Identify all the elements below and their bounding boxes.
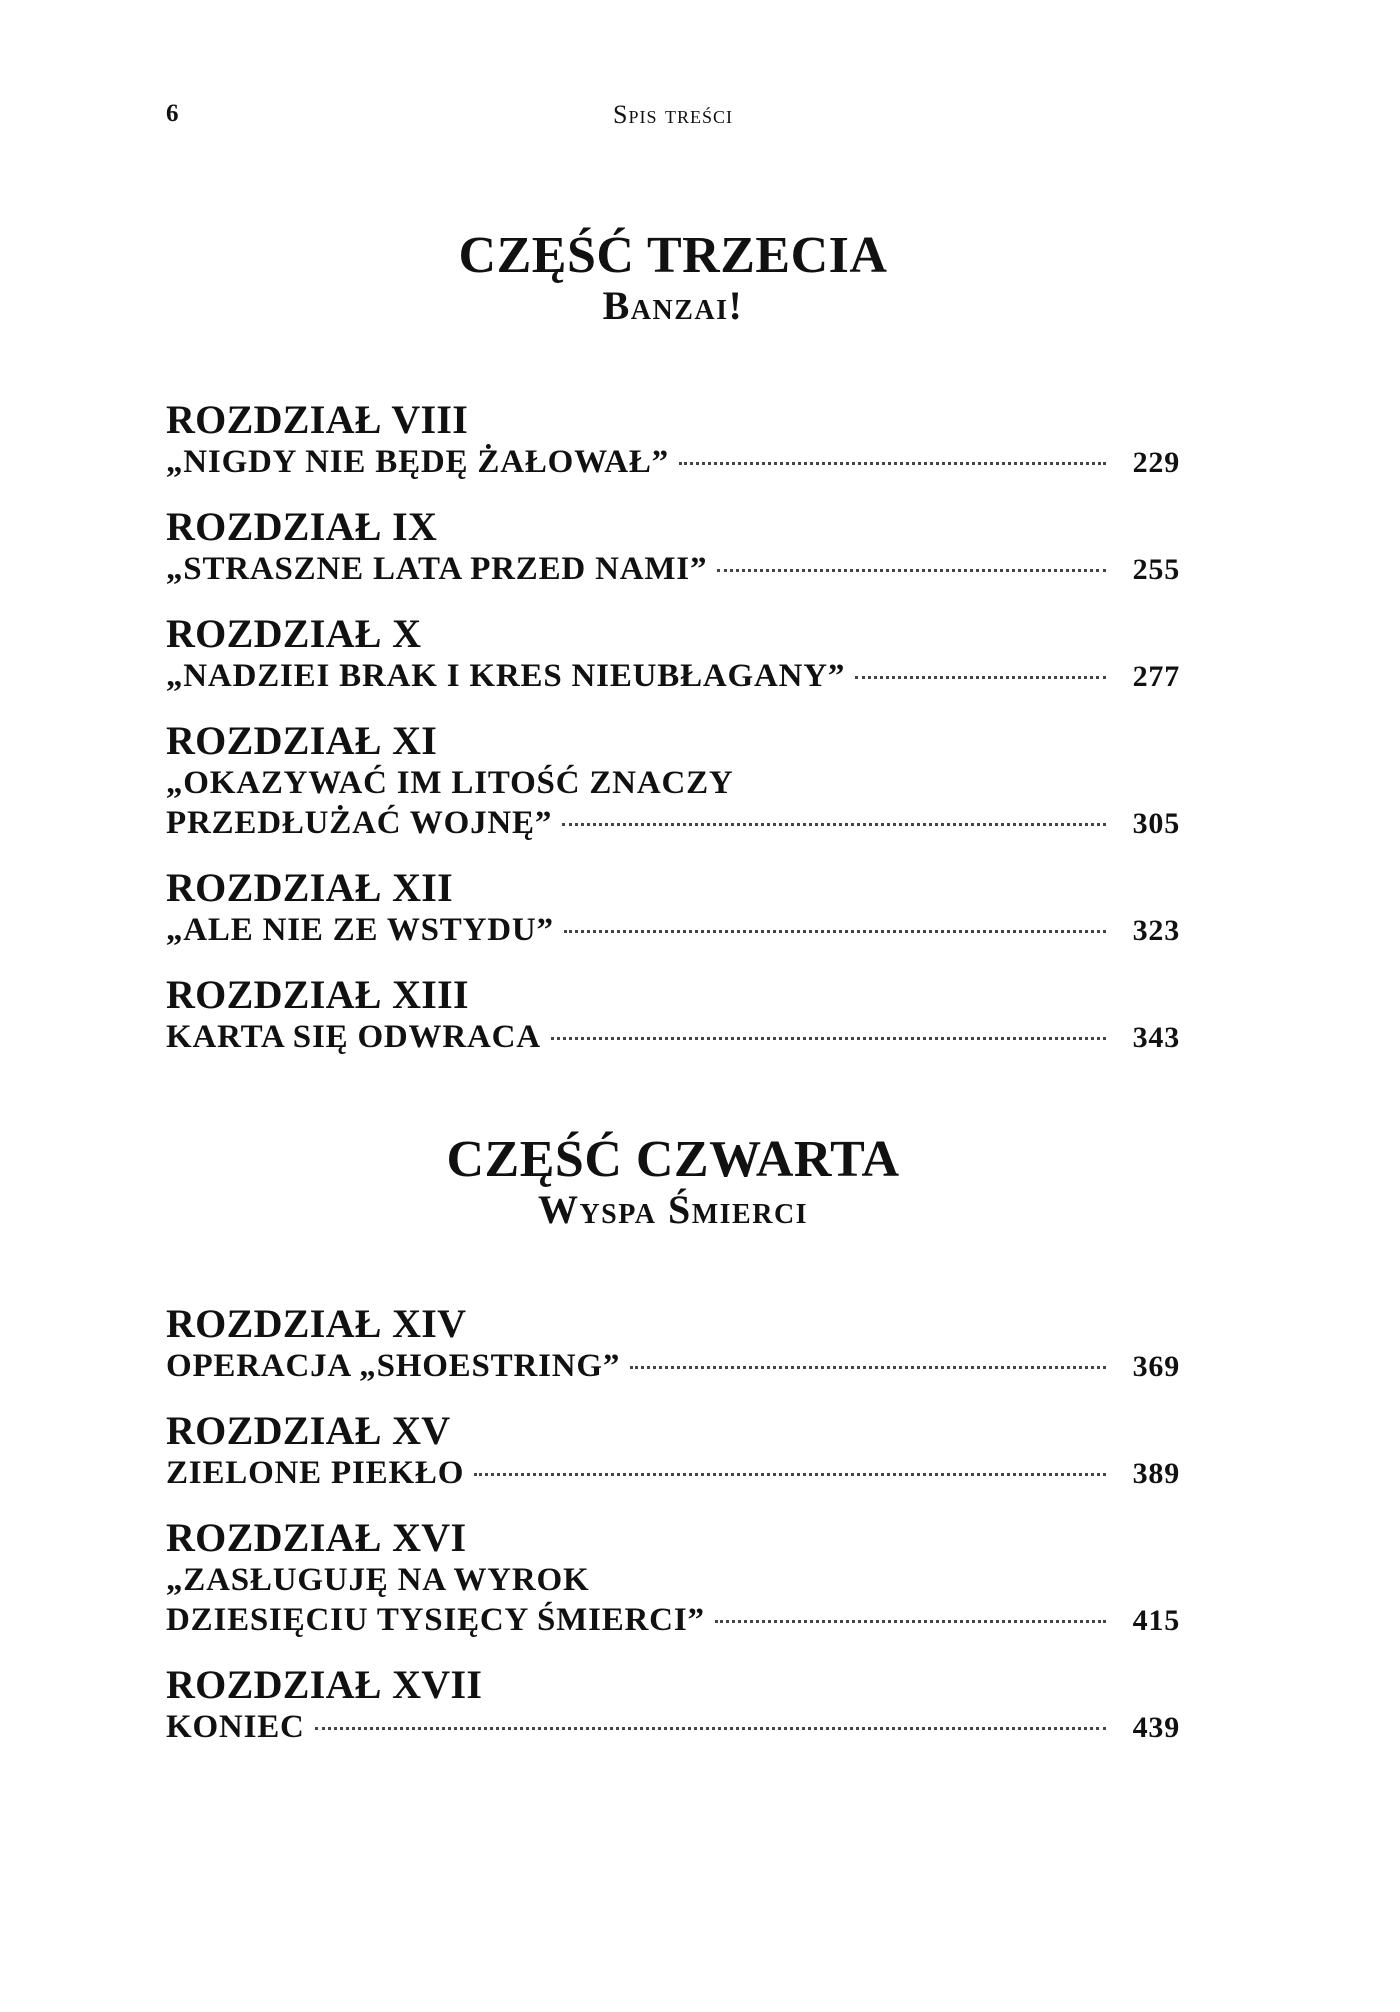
toc-entry (166, 719, 1180, 844)
chapter-label: ROZDZIAŁ XV (166, 1408, 451, 1453)
chapter-title: KONIEC (166, 1709, 305, 1745)
chapter-title: ZIELONE PIEKŁO (166, 1455, 465, 1491)
toc-entry (166, 973, 1180, 1058)
chapter-title: „NIGDY NIE BĘDĘ ŻAŁOWAŁ” (166, 444, 669, 480)
dot-leader (717, 568, 1106, 572)
dot-leader (855, 675, 1106, 679)
toc-entry (166, 612, 1180, 697)
dot-leader (679, 461, 1106, 465)
chapter-title: OPERACJA „SHOESTRING” (166, 1348, 621, 1384)
page-reference: 255 (1132, 553, 1180, 586)
toc-entry (166, 505, 1180, 590)
part-four-chapter-list (166, 1302, 1180, 1770)
page-reference: 369 (1132, 1350, 1180, 1383)
chapter-title: KARTA SIĘ ODWRACA (166, 1019, 541, 1055)
toc-entry (166, 1302, 1180, 1387)
running-head (166, 100, 1180, 140)
chapter-title-line (166, 803, 1180, 844)
chapter-title-line (166, 1346, 1180, 1387)
chapter-title-line (166, 1017, 1180, 1058)
chapter-title-line (166, 1560, 1180, 1600)
chapter-label: ROZDZIAŁ X (166, 611, 422, 656)
chapter-title-continued: PRZEDŁUŻAĆ WOJNĘ” (166, 805, 553, 841)
page-number: 6 (166, 100, 179, 127)
part-title: CZĘŚĆ CZWARTA (446, 1131, 900, 1188)
page-reference: 415 (1132, 1604, 1180, 1637)
chapter-title-line (166, 1600, 1180, 1641)
toc-entry (166, 1663, 1180, 1748)
chapter-title-line (166, 1707, 1180, 1748)
chapter-title: „STRASZNE LATA PRZED NAMI” (166, 551, 708, 587)
dot-leader (474, 1472, 1106, 1476)
chapter-title: „OKAZYWAĆ IM LITOŚĆ ZNACZY (166, 765, 734, 801)
dot-leader (315, 1726, 1106, 1730)
dot-leader (564, 929, 1106, 933)
chapter-label: ROZDZIAŁ XII (166, 865, 453, 910)
toc-entry (166, 866, 1180, 951)
chapter-title-continued: DZIESIĘCIU TYSIĘCY ŚMIERCI” (166, 1602, 705, 1638)
chapter-title: „NADZIEI BRAK I KRES NIEUBŁAGANY” (166, 658, 846, 694)
page-reference: 277 (1132, 660, 1180, 693)
chapter-title-line (166, 1453, 1180, 1494)
chapter-title: „ZASŁUGUJĘ NA WYROK (166, 1562, 590, 1598)
part-four-heading (166, 1132, 1180, 1232)
part-three-heading (166, 228, 1180, 328)
toc-entry (166, 1409, 1180, 1494)
part-title: CZĘŚĆ TRZECIA (458, 227, 888, 284)
page-reference: 305 (1132, 807, 1180, 840)
page-reference: 439 (1132, 1711, 1180, 1744)
dot-leader (715, 1619, 1106, 1623)
chapter-title: „ALE NIE ZE WSTYDU” (166, 912, 554, 948)
chapter-label: ROZDZIAŁ XI (166, 718, 438, 763)
chapter-label: ROZDZIAŁ IX (166, 504, 438, 549)
chapter-label: ROZDZIAŁ XIV (166, 1301, 467, 1346)
running-title: Spis treści (613, 100, 733, 129)
chapter-title-line (166, 910, 1180, 951)
chapter-label: ROZDZIAŁ XVI (166, 1515, 467, 1560)
part-three-chapter-list (166, 398, 1180, 1080)
chapter-label: ROZDZIAŁ XVII (166, 1662, 483, 1707)
dot-leader (551, 1036, 1106, 1040)
page-reference: 389 (1132, 1457, 1180, 1490)
chapter-label: ROZDZIAŁ XIII (166, 972, 469, 1017)
page-reference: 343 (1132, 1021, 1180, 1054)
chapter-label: ROZDZIAŁ VIII (166, 397, 469, 442)
dot-leader (562, 822, 1106, 826)
toc-entry (166, 398, 1180, 483)
chapter-title-line (166, 656, 1180, 697)
part-subtitle: Banzai! (602, 283, 744, 328)
dot-leader (630, 1365, 1106, 1369)
part-subtitle: Wyspa Śmierci (537, 1187, 809, 1232)
chapter-title-line (166, 763, 1180, 803)
page-reference: 323 (1132, 914, 1180, 947)
chapter-title-line (166, 549, 1180, 590)
toc-entry (166, 1516, 1180, 1641)
chapter-title-line (166, 442, 1180, 483)
page-reference: 229 (1132, 446, 1180, 479)
